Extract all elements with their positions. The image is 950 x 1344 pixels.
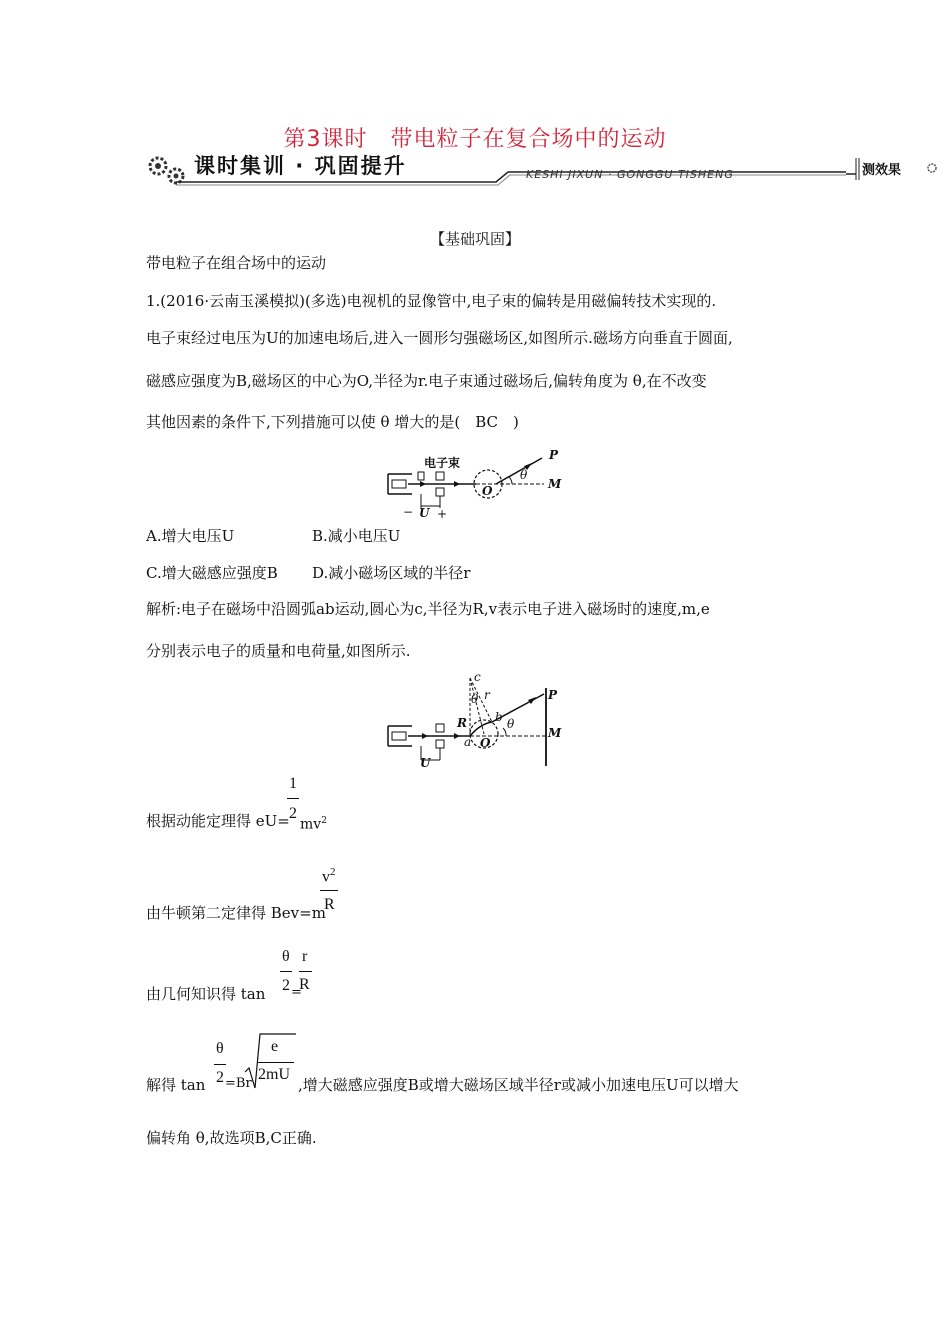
eq2-numerator xyxy=(322,866,336,886)
question-line-4: 其他因素的条件下,下列措施可以使 θ 增大的是( BC ) xyxy=(146,413,519,431)
eq1-numerator: 1 xyxy=(289,775,297,792)
question-line-1: 1.(2016·云南玉溪模拟)(多选)电视机的显像管中,电子束的偏转是用磁偏转技术实现的. xyxy=(146,292,717,310)
eq4-sqrt-denominator: 2mU xyxy=(258,1066,290,1083)
question-line-2: 电子束经过电压为U的加速电场后,进入一圆形匀强磁场区,如图所示.磁场方向垂直于圆面, xyxy=(146,329,733,347)
option-c: C.增大磁感应强度B xyxy=(146,564,278,582)
eq3-r-denominator: R xyxy=(299,976,310,993)
eq3-equals: = xyxy=(291,985,302,1000)
fig2-label-r-small: r xyxy=(484,688,490,702)
label-p: P xyxy=(549,448,559,462)
banner-title: 课时集训 · 巩固提升 xyxy=(194,154,407,178)
solution-line-1: 解析:电子在磁场中沿圆弧ab运动,圆心为c,半径为R,v表示电子进入磁场时的速度,m,e xyxy=(146,600,710,618)
eq3-denominator: 2 xyxy=(282,977,290,994)
eq4-mid: =Br xyxy=(225,1076,252,1091)
fig2-label-c: c xyxy=(474,670,481,684)
eq3-r-fraction-bar xyxy=(299,971,312,972)
eq2-num-sup: 2 xyxy=(330,866,336,878)
eq1-prefix: 根据动能定理得 eU= xyxy=(146,812,290,830)
fig2-label-o: O xyxy=(480,736,491,750)
solution-line-2: 分别表示电子的质量和电荷量,如图所示. xyxy=(146,642,411,660)
eq3-prefix: 由几何知识得 tan xyxy=(146,985,266,1003)
label-theta: θ xyxy=(520,468,528,482)
option-a: A.增大电压U xyxy=(146,527,235,545)
label-o: O xyxy=(482,484,493,498)
fig2-label-m: M xyxy=(548,726,562,740)
eq1-fraction-bar xyxy=(287,798,299,799)
page-title: 第3课时 带电粒子在复合场中的运动 xyxy=(283,127,667,152)
fig2-label-theta-top: θ xyxy=(471,692,479,706)
fig2-label-u: U xyxy=(420,756,431,770)
label-m: M xyxy=(548,477,562,491)
eq4-denominator: 2 xyxy=(216,1069,224,1086)
eq2-num-v: v xyxy=(322,868,330,886)
label-beam: 电子束 xyxy=(424,456,461,470)
eq1-suffix xyxy=(300,810,327,836)
figure-2-diagram xyxy=(384,670,574,770)
eq1-mv: mv xyxy=(300,816,322,833)
fig2-label-a: a xyxy=(464,735,472,749)
eq3-fraction-bar xyxy=(280,971,292,972)
fig2-label-r-big: R xyxy=(457,716,467,730)
question-line-3: 磁感应强度为B,磁场区的中心为O,半径为r.电子束通过磁场后,偏转角度为 θ,在不改变 xyxy=(146,372,707,390)
option-d: D.减小磁场区域的半径r xyxy=(312,564,471,582)
section-heading: 【基础巩固】 xyxy=(429,230,520,248)
eq3-numerator: θ xyxy=(282,948,290,965)
eq4-sqrt-numerator: e xyxy=(271,1038,279,1055)
label-minus: − xyxy=(403,505,414,519)
fig2-label-b: b xyxy=(495,710,503,724)
eq1-denominator: 2 xyxy=(289,805,297,822)
option-b: B.减小电压U xyxy=(312,527,401,545)
subheading: 带电粒子在组合场中的运动 xyxy=(146,254,327,272)
banner-right-label: 测效果 xyxy=(862,163,902,178)
eq2-fraction-bar xyxy=(320,890,338,891)
eq4-prefix: 解得 tan xyxy=(146,1076,206,1094)
eq4-fraction-bar xyxy=(214,1064,226,1065)
fig2-label-p: P xyxy=(548,688,558,702)
eq4-sqrt-fraction-bar xyxy=(258,1062,294,1063)
label-plus: + xyxy=(437,507,448,521)
fig2-label-theta: θ xyxy=(507,717,515,731)
eq2-denominator: R xyxy=(324,896,335,913)
eq4-suffix: ,增大磁感应强度B或增大磁场区域半径r或减小加速电压U可以增大 xyxy=(298,1076,739,1094)
eq3-r-numerator: r xyxy=(302,948,308,965)
gear-icon xyxy=(150,158,183,183)
banner-pinyin: KESHI JIXUN · GONGGU TISHENG xyxy=(526,168,734,181)
eq4-numerator: θ xyxy=(216,1040,224,1057)
eq2-prefix: 由牛顿第二定律得 Bev=m xyxy=(146,904,326,922)
label-u: U xyxy=(419,506,430,520)
eq1-sup: 2 xyxy=(321,816,327,826)
eq4-conclusion: 偏转角 θ,故选项B,C正确. xyxy=(146,1129,317,1147)
